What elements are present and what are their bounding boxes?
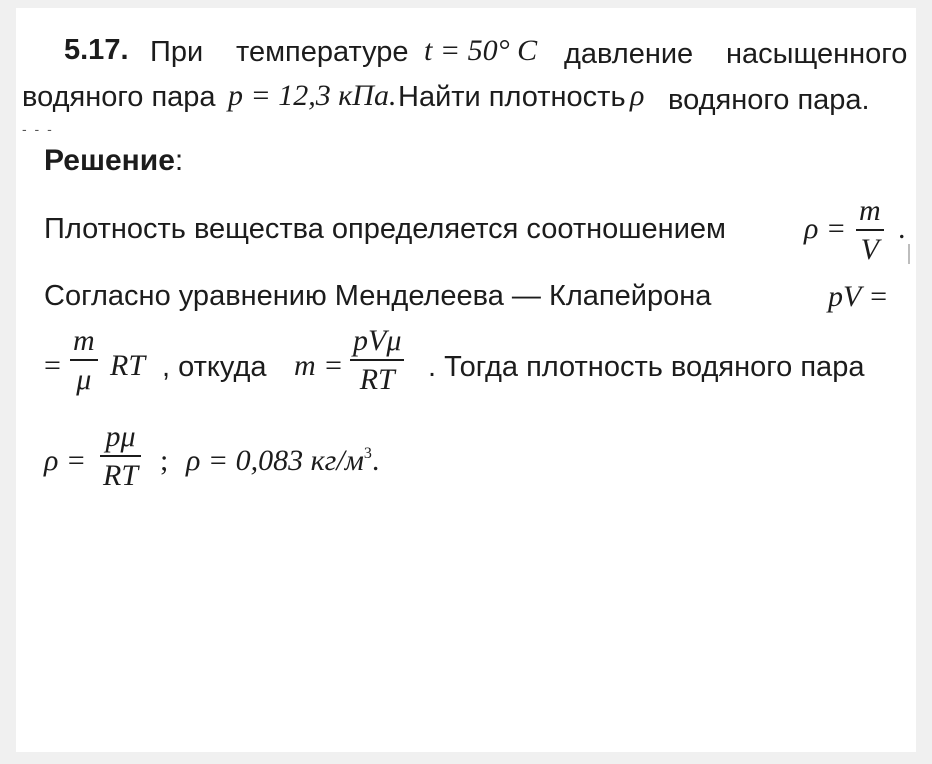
problem-text-pressure: давление xyxy=(564,38,694,70)
fraction-denominator: μ xyxy=(76,363,92,396)
solution-line3-m-eq: m = xyxy=(294,349,344,382)
fraction-denominator: RT xyxy=(359,363,395,396)
problem-rho-symbol: ρ xyxy=(630,79,645,112)
problem-text-saturated: насыщенного xyxy=(726,38,908,70)
solution-line2-pv: pV = xyxy=(828,280,889,313)
problem-number: 5.17. xyxy=(64,34,129,66)
solution-line3-otkuda: , откуда xyxy=(162,351,267,383)
solution-line1-rho-eq: ρ = xyxy=(804,212,847,245)
result-exponent: 3 xyxy=(363,445,372,462)
problem-pressure-value xyxy=(228,81,396,111)
solution-line3-tail: . Тогда плотность водяного пара xyxy=(428,351,865,383)
solution-line2-text: Согласно уравнению Менделеева — Клапейрона xyxy=(44,280,712,312)
fraction-denominator: RT xyxy=(103,459,139,492)
problem-text-vapor-end: водяного пара. xyxy=(668,84,870,116)
solution-line1-fraction xyxy=(856,196,884,265)
solution-line3-fraction xyxy=(70,326,98,395)
problem-text-temperature: температуре xyxy=(236,36,409,68)
solution-line3-fraction2 xyxy=(350,326,404,395)
solution-line3-rt: RT xyxy=(110,349,146,382)
solution-line4-semicolon: ; xyxy=(160,444,169,477)
fraction-numerator: m xyxy=(73,324,95,357)
fraction-numerator: pVμ xyxy=(353,324,402,357)
problem-text-find: Найти плотность xyxy=(398,81,626,113)
solution-line3-eq: = xyxy=(44,349,61,382)
solution-heading-colon: : xyxy=(174,144,184,177)
solution-heading-text: Решение xyxy=(44,144,175,177)
solution-line1-period: . xyxy=(898,212,906,245)
fraction-denominator: V xyxy=(860,233,879,266)
problem-text-pri: При xyxy=(150,36,204,68)
solution-line4-rho-eq: ρ = xyxy=(44,444,87,477)
problem-pressure-text: p = 12,3 кПа. xyxy=(228,79,397,112)
solution-line4-fraction xyxy=(100,422,141,491)
separator: - - - xyxy=(22,121,54,137)
solution-line1-text: Плотность вещества определяется соотношением xyxy=(44,213,726,245)
problem-text-vapor: водяного пара xyxy=(22,81,216,113)
result-value: ρ = 0,083 кг/м xyxy=(186,444,364,477)
solution-heading xyxy=(44,146,183,176)
document-sheet xyxy=(16,8,916,752)
edge-mark xyxy=(908,244,910,264)
problem-temperature-value: t = 50° C xyxy=(424,34,538,67)
fraction-numerator: m xyxy=(859,194,881,227)
solution-line4-result xyxy=(186,446,379,476)
fraction-numerator: pμ xyxy=(105,420,136,453)
result-period: . xyxy=(371,444,380,477)
